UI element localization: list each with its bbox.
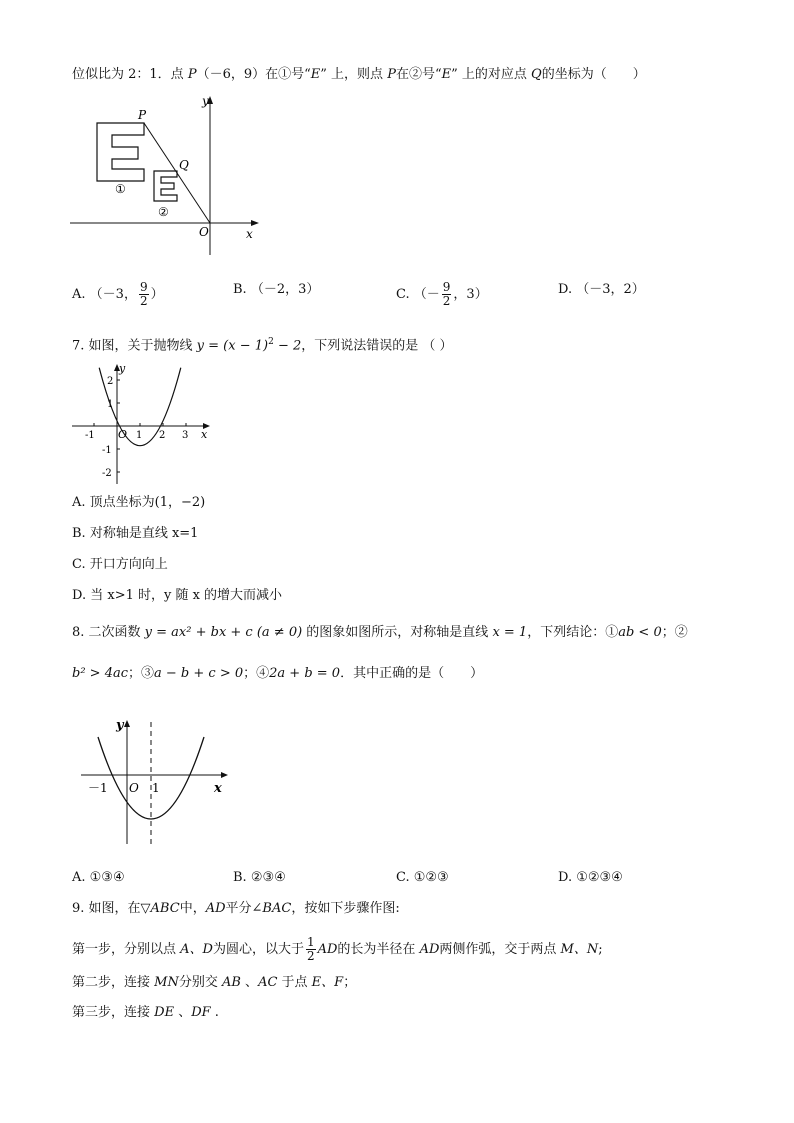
q9-step3: 第三步，连接 DE 、DF . [72,1005,219,1020]
q7-xtick-3: 3 [182,430,189,441]
q7-option-b[interactable]: B. 对称轴是直线 x=1 [72,526,199,541]
q7-xtick-neg1: -1 [85,430,95,441]
q8-figure [78,712,238,852]
q9-step2: 第二步，连接 MN分别交 AB 、AC 于点 E、F； [72,975,357,990]
q6-P-label: P [138,108,147,122]
q7-ytick-1: 1 [107,399,114,410]
q8-origin-label: O [129,781,139,795]
q8-option-b[interactable]: B. ②③④ [233,870,286,885]
q6-e-shape-2 [154,171,177,201]
q6-stem: 位似比为 2：1．点 P（－6，9）在①号“E” 上，则点 P在②号“E” 上的对应点 Q的坐标为（ ） [72,67,646,82]
q7-option-c[interactable]: C. 开口方向向上 [72,557,168,572]
q6-origin-label: O [199,225,209,239]
q8-one-label: 1 [152,781,160,795]
q6-e-shape-1 [97,123,144,181]
q8-neg1-label: －1 [88,781,108,795]
q8-option-a[interactable]: A. ①③④ [72,870,125,885]
q7-origin-label: O [118,428,128,441]
q7-option-d[interactable]: D. 当 x>1 时，y 随 x 的增大而减小 [72,588,283,603]
q8-stem-line1: 8. 二次函数 y = ax² + bx + c (a ≠ 0) 的图象如图所示，对称轴是直线 x = 1，下列结论：①ab < 0；② [72,625,688,640]
q6-option-b[interactable]: B. （－2，3） [233,282,320,297]
q8-stem-line2: b² > 4ac；③a − b + c > 0；④2a + b = 0．其中正确的是（ ） [72,666,484,681]
q6-option-c-fraction: $\frac{9}{2}$ [442,280,451,308]
q8-y-label: y [116,718,124,733]
q6-figure [60,90,270,260]
q6-option-c[interactable]: C. （－ $\frac{9}{2}$ ，3） [396,280,488,308]
q6-option-a-fraction: $\frac{9}{2}$ [139,280,148,308]
q6-option-a[interactable]: A. （－3， $\frac{9}{2}$ ） [72,280,164,308]
q7-stem: 7. 如图，关于抛物线 $y = (x - 1)^2 - 2$，下列说法错误的是 （ ） [72,337,453,354]
q6-option-d[interactable]: D. （－3，2） [558,282,645,297]
q7-xtick-2: 2 [159,430,166,441]
q6-x-label: x [246,227,253,241]
q9-half-fraction: $\frac{1}{2}$ [306,935,315,963]
q7-ytick-2: 2 [107,376,114,387]
q6-Q-label: Q [179,158,189,172]
q8-option-d[interactable]: D. ①②③④ [558,870,623,885]
q7-option-a[interactable]: A. 顶点坐标为(1，−2) [72,495,206,510]
q7-y-label: y [119,362,126,375]
q7-ytick-neg2: -2 [102,468,112,479]
q8-option-c[interactable]: C. ①②③ [396,870,449,885]
q9-stem: 9. 如图，在▽ABC中，AD平分∠BAC，按如下步骤作图: [72,901,400,916]
q6-label-1: ① [115,182,126,196]
q7-ytick-neg1: -1 [102,445,112,456]
q9-step1: 第一步，分别以点 A、D为圆心，以大于 $\frac{1}{2}$ AD的长为半径在 AD两侧作弧，交于两点 M、N; [72,935,603,963]
q7-x-label: x [201,428,208,441]
q7-xtick-1: 1 [136,430,143,441]
q8-x-label: x [214,781,222,796]
q6-label-2: ② [158,205,169,219]
q7-figure [70,362,220,487]
q6-y-label: y [202,94,209,108]
